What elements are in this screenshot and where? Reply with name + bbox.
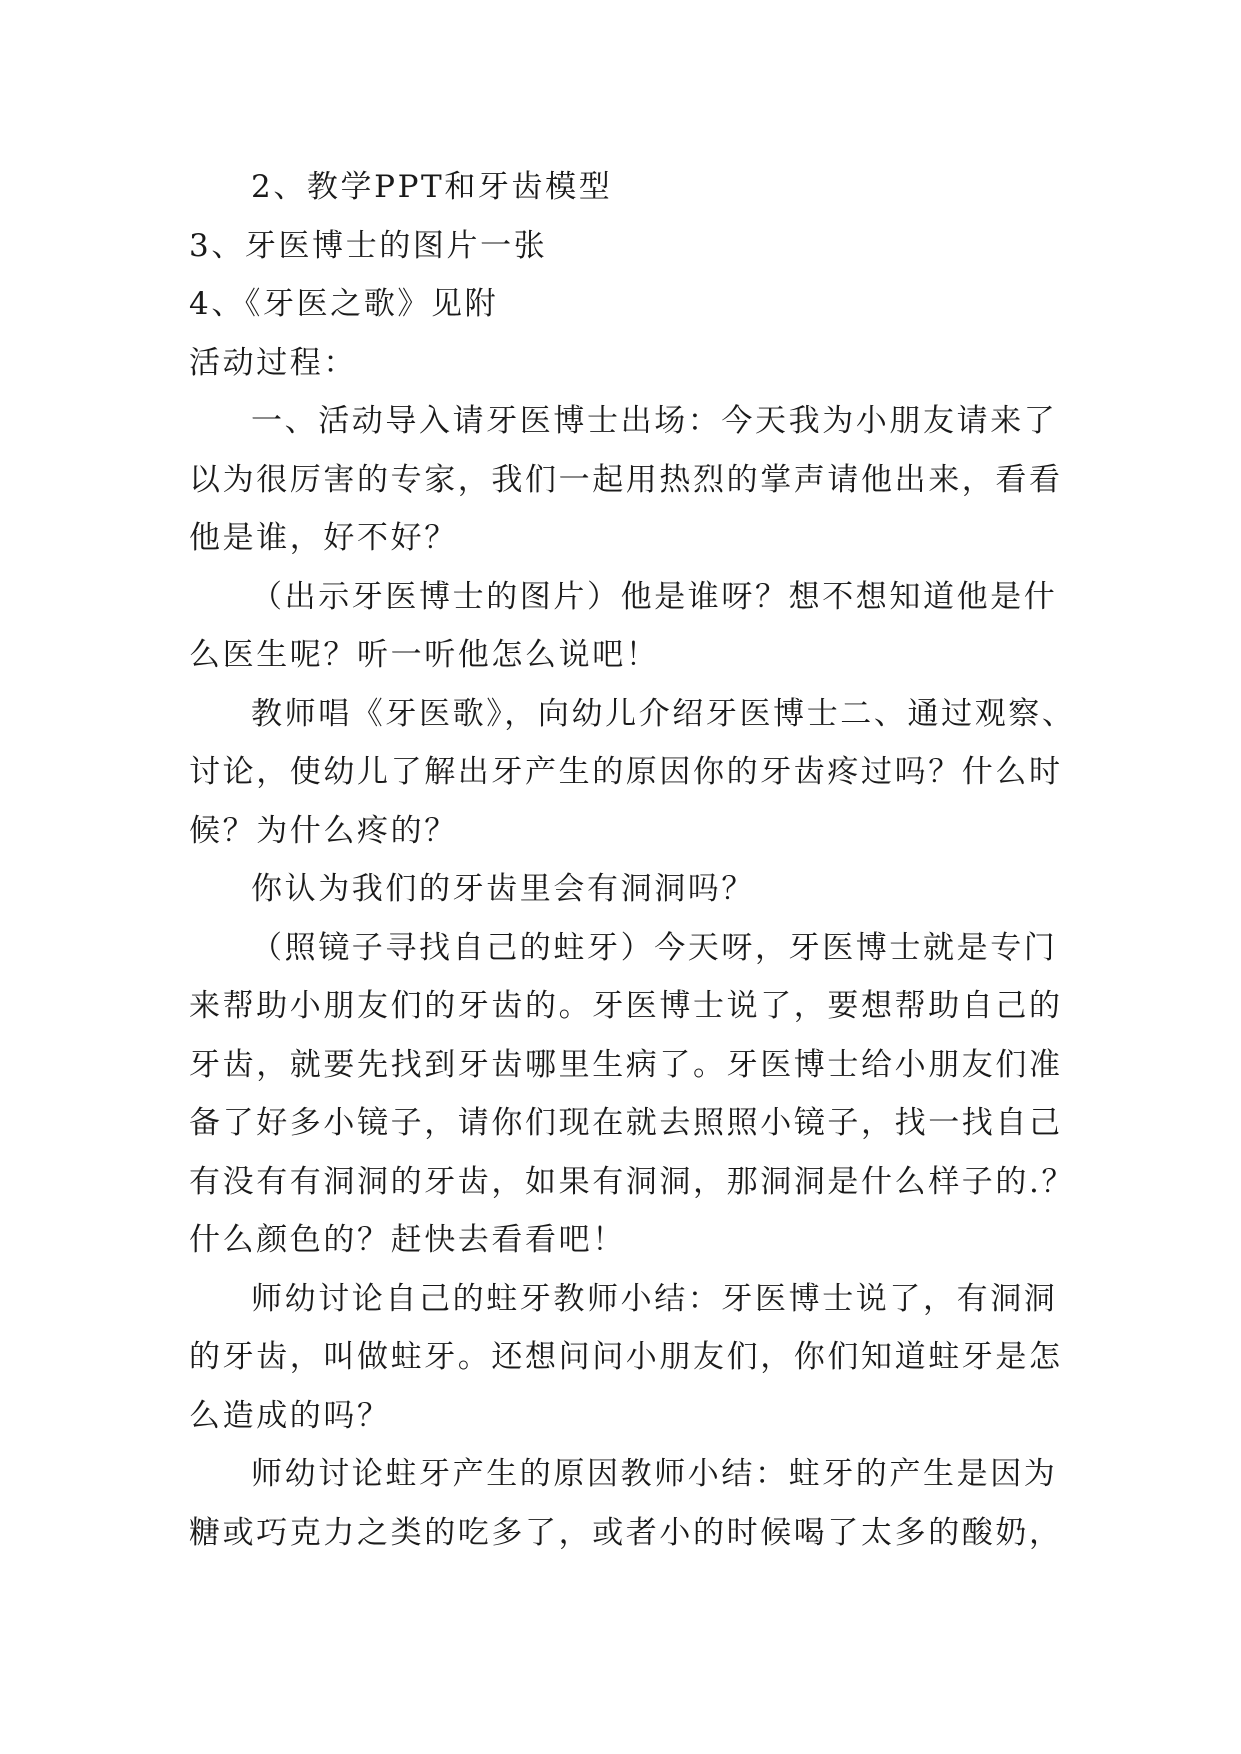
section-heading-activity-process: 活动过程： [189, 344, 357, 381]
text-line: 教师唱《牙医歌》，向幼儿介绍牙医博士二、通过观察、 [251, 695, 1076, 732]
text-line: 候？为什么疼的？ [189, 812, 458, 849]
text-line: 师幼讨论蛀牙产生的原因教师小结：蛀牙的产生是因为 [251, 1456, 1058, 1492]
text-line: （照镜子寻找自己的蛀牙）今天呀，牙医博士就是专门 [251, 929, 1058, 966]
text-line: 备了好多小镜子，请你们现在就去照照小镜子，找一找自己 [189, 1105, 1063, 1141]
text-line-materials-ppt: 2、教学PPT和牙齿模型 [251, 169, 613, 205]
document-body [189, 158, 1076, 1562]
text-line-materials-picture: 3、牙医博士的图片一张 [189, 227, 548, 264]
text-line: 讨论，使幼儿了解出牙产生的原因你的牙齿疼过吗？什么时 [189, 754, 1063, 790]
text-line: 么造成的吗？ [189, 1397, 391, 1434]
text-line-materials-song: 4、《牙医之歌》见附 [189, 286, 499, 322]
text-line: 的牙齿，叫做蛀牙。还想问问小朋友们，你们知道蛀牙是怎 [189, 1339, 1063, 1375]
text-line: （出示牙医博士的图片）他是谁呀？想不想知道他是什 [251, 578, 1058, 615]
text-line: 有没有有洞洞的牙齿，如果有洞洞，那洞洞是什么样子的.？ [189, 1163, 1076, 1200]
text-line: 以为很厉害的专家，我们一起用热烈的掌声请他出来，看看 [189, 461, 1063, 498]
text-line: 么医生呢？听一听他怎么说吧！ [189, 637, 660, 673]
text-line: 糖或巧克力之类的吃多了，或者小的时候喝了太多的酸奶， [189, 1514, 1063, 1551]
text-line: 什么颜色的？赶快去看看吧！ [189, 1222, 626, 1258]
text-line: 他是谁，好不好？ [189, 520, 458, 556]
text-line: 牙齿，就要先找到牙齿哪里生病了。牙医博士给小朋友们准 [189, 1046, 1063, 1083]
text-line: 来帮助小朋友们的牙齿的。牙医博士说了，要想帮助自己的 [189, 988, 1063, 1024]
text-line: 一、活动导入请牙医博士出场：今天我为小朋友请来了 [251, 403, 1058, 439]
text-line: 师幼讨论自己的蛀牙教师小结：牙医博士说了，有洞洞 [251, 1280, 1058, 1317]
text-line: 你认为我们的牙齿里会有洞洞吗？ [251, 871, 755, 907]
